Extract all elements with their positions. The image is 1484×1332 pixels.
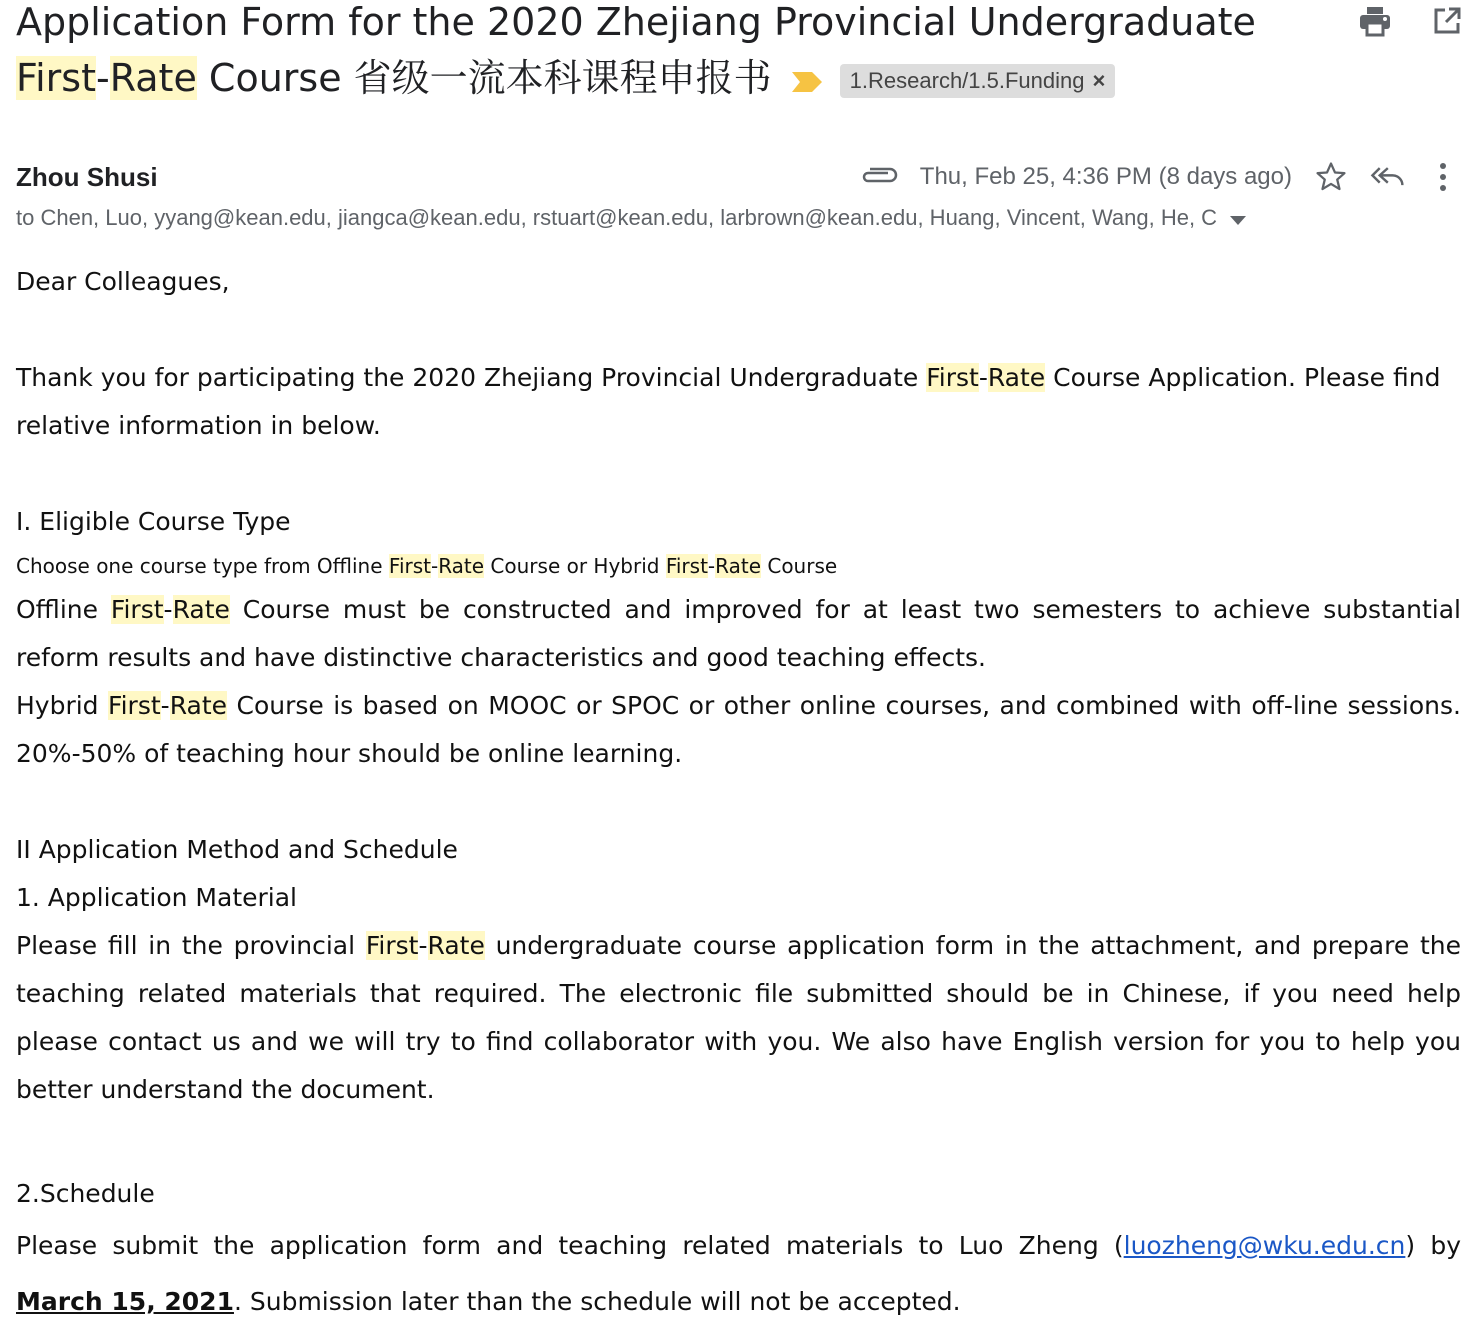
- intro-paragraph: [16, 354, 1461, 450]
- highlight-first: First: [365, 931, 419, 960]
- material-text-a: Please fill in the provincial: [16, 931, 366, 960]
- dash: -: [978, 363, 988, 392]
- note-text-b: Course or Hybrid: [484, 554, 666, 578]
- section-1-title: I. Eligible Course Type: [16, 507, 291, 536]
- hybrid-text-b: Course is based on MOOC or SPOC or other online courses, and combined with off-line sessions. 20%-50% of teaching hour should be online learning.: [16, 691, 1461, 768]
- highlight-rate: Rate: [987, 363, 1046, 392]
- recipients-line: [16, 205, 1247, 232]
- star-icon[interactable]: [1314, 160, 1348, 194]
- highlight-first: First: [665, 554, 708, 578]
- message-date: Thu, Feb 25, 4:36 PM (8 days ago): [919, 163, 1292, 190]
- remove-label-icon[interactable]: ×: [1092, 67, 1106, 93]
- intro-text-a: Thank you for participating the 2020 Zhejiang Provincial Undergraduate: [16, 363, 927, 392]
- schedule-paragraph: [16, 1218, 1461, 1330]
- print-icon[interactable]: [1358, 4, 1392, 38]
- hybrid-course-paragraph: [16, 682, 1461, 778]
- dash: -: [418, 931, 428, 960]
- message-meta: [860, 160, 1460, 194]
- dash: -: [163, 595, 173, 624]
- dash: -: [430, 554, 439, 578]
- dash: -: [707, 554, 716, 578]
- highlight-first: First: [16, 56, 96, 100]
- highlight-rate: Rate: [172, 595, 230, 624]
- highlight-rate: Rate: [109, 56, 197, 100]
- section-2-subtitle-material: 1. Application Material: [16, 883, 297, 912]
- greeting: Dear Colleagues,: [16, 267, 230, 296]
- intro-text-b: Course Application. Please find relative information in below.: [16, 363, 1441, 440]
- importance-marker-icon[interactable]: [790, 53, 824, 109]
- material-text-b: undergraduate course application form in the attachment, and prepare the teaching related materials that required. The electronic file submitted should be in Chinese, if you need help please contact us and we will try to find collaborator with you. We also have English version for you to help you better understand the document.: [16, 931, 1461, 1104]
- reply-all-icon[interactable]: [1370, 160, 1404, 194]
- highlight-first: First: [108, 691, 161, 720]
- schedule-text-a: Please submit the application form and teaching related materials to Luo Zheng (: [16, 1231, 1124, 1260]
- deadline-date: March 15, 2021: [16, 1287, 234, 1316]
- section-2-subtitle-schedule: 2.Schedule: [16, 1179, 155, 1208]
- subject-text-before: Application Form for the 2020 Zhejiang Provincial Undergraduate: [16, 0, 1256, 44]
- schedule-text-c: . Submission later than the schedule will not be accepted.: [233, 1287, 961, 1316]
- offline-text-b: Course must be constructed and improved for at least two semesters to achieve substantial reform results and have distinctive characteristics and good teaching effects.: [16, 595, 1462, 672]
- note-text-a: Choose one course type from Offline: [16, 554, 389, 578]
- highlight-rate: Rate: [169, 691, 228, 720]
- highlight-rate: Rate: [427, 931, 485, 960]
- label-chip-text: 1.Research/1.5.Funding: [849, 67, 1085, 93]
- subject-text-after: Course 省级一流本科课程申报书: [196, 56, 772, 100]
- highlight-first: First: [388, 554, 431, 578]
- sender-name[interactable]: Zhou Shusi: [16, 162, 158, 192]
- email-subject: [16, 0, 1336, 109]
- contact-email-link[interactable]: luozheng@wku.edu.cn: [1123, 1231, 1406, 1260]
- show-details-icon[interactable]: [1229, 206, 1247, 232]
- dash: -: [160, 691, 170, 720]
- section-1-note: [16, 546, 1461, 586]
- more-options-icon[interactable]: [1426, 160, 1460, 194]
- highlight-first: First: [926, 363, 979, 392]
- hybrid-text-a: Hybrid: [16, 691, 109, 720]
- subject-dash: -: [95, 56, 110, 100]
- attachment-icon: [860, 165, 898, 190]
- open-in-new-window-icon[interactable]: [1430, 4, 1464, 38]
- highlight-rate: Rate: [715, 554, 761, 578]
- schedule-text-b: ) by: [1405, 1231, 1461, 1260]
- highlight-first: First: [110, 595, 164, 624]
- section-2-title: II Application Method and Schedule: [16, 835, 458, 864]
- material-paragraph: [16, 922, 1461, 1114]
- recipients-text: to Chen, Luo, yyang@kean.edu, jiangca@kean.edu, rstuart@kean.edu, larbrown@kean.edu, Huang, Vincent, Wang, He, C: [16, 205, 1218, 230]
- highlight-rate: Rate: [438, 554, 485, 578]
- message-body: [16, 258, 1461, 1330]
- label-chip[interactable]: [840, 64, 1116, 98]
- note-text-c: Course: [761, 554, 838, 578]
- offline-text-a: Offline: [16, 595, 111, 624]
- offline-course-paragraph: [16, 586, 1461, 682]
- subject-toolbar: [1358, 4, 1464, 38]
